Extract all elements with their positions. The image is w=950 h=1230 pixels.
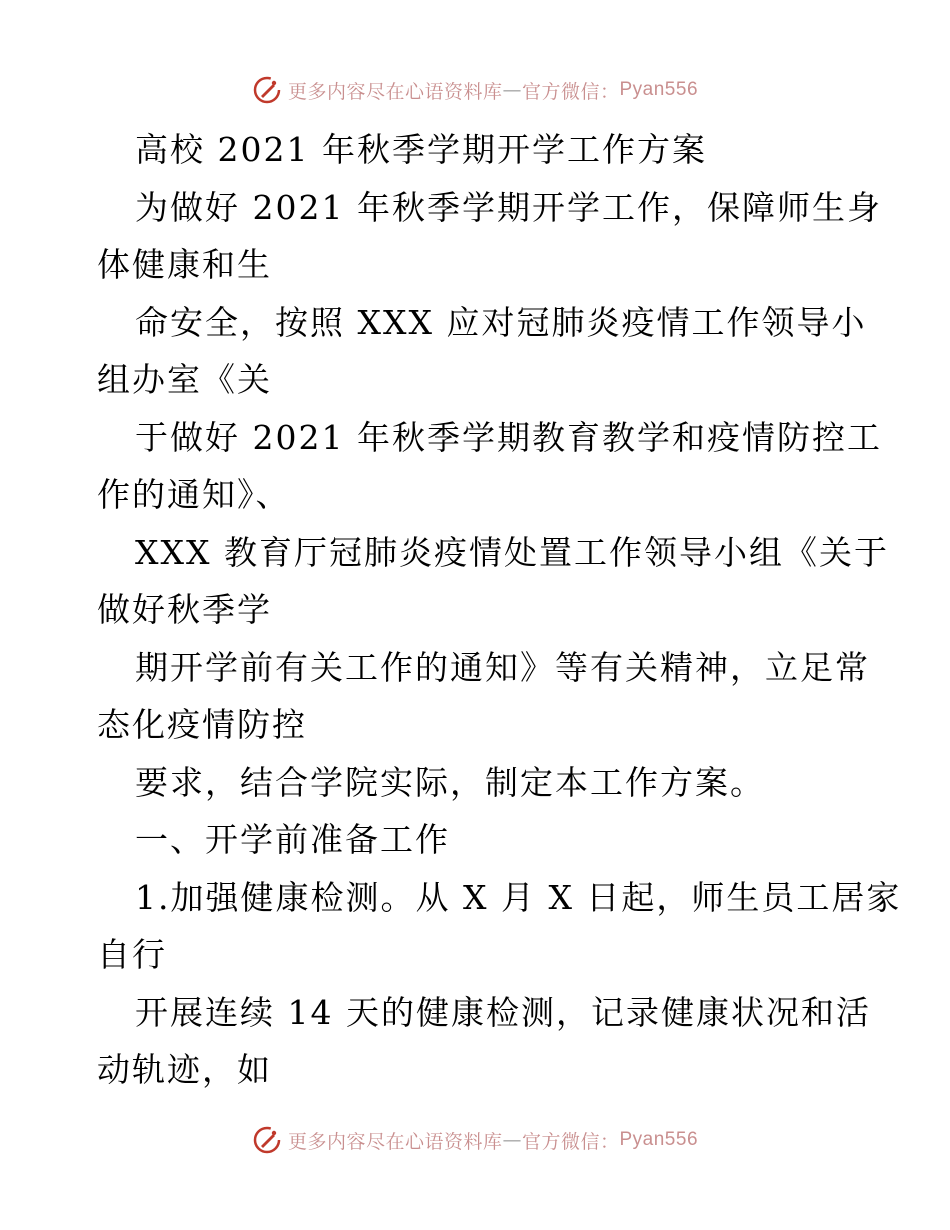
document-title: 高校 2021 年秋季学期开学工作方案 bbox=[135, 130, 707, 169]
text-line: 1.加强健康检测。从 X 月 X 日起，师生员工居家 bbox=[135, 877, 902, 917]
watermark-wechat-id: Pyan556 bbox=[619, 79, 699, 100]
brand-logo-icon bbox=[252, 1125, 282, 1155]
section-heading: 一、开学前准备工作 bbox=[135, 820, 450, 859]
watermark-wechat-label: 官方微信： bbox=[521, 1130, 620, 1153]
text-line: 作的通知》、 bbox=[97, 475, 291, 514]
text-line: 动轨迹，如 bbox=[97, 1050, 272, 1089]
text-line: 组办室《关 bbox=[97, 360, 272, 399]
text-line: 态化疫情防控 bbox=[97, 705, 307, 744]
watermark-wechat-label: 官方微信： bbox=[521, 80, 620, 103]
text-line: 期开学前有关工作的通知》等有关精神，立足常 bbox=[135, 647, 870, 687]
text-line: 为做好 2021 年秋季学期开学工作，保障师生身 bbox=[135, 187, 882, 227]
text-line: 自行 bbox=[97, 935, 167, 974]
text-line: 命安全，按照 XXX 应对冠肺炎疫情工作领导小 bbox=[135, 302, 867, 342]
text-line: 于做好 2021 年秋季学期教育教学和疫情防控工 bbox=[135, 417, 882, 457]
footer-watermark bbox=[0, 1122, 950, 1158]
watermark-wechat-id: Pyan556 bbox=[619, 1129, 699, 1150]
watermark-brand-text: 更多内容尽在心语资料库 bbox=[287, 80, 503, 103]
text-line: 体健康和生 bbox=[97, 245, 272, 284]
watermark-brand-text: 更多内容尽在心语资料库 bbox=[287, 1130, 503, 1153]
document-body bbox=[97, 121, 902, 1099]
watermark-separator: — bbox=[502, 79, 522, 101]
text-line: XXX 教育厅冠肺炎疫情处置工作领导小组《关于 bbox=[135, 532, 889, 572]
brand-logo-icon bbox=[252, 75, 282, 105]
header-watermark bbox=[0, 72, 950, 108]
text-line: 做好秋季学 bbox=[97, 590, 272, 629]
text-line: 开展连续 14 天的健康检测，记录健康状况和活 bbox=[135, 992, 871, 1032]
text-line: 要求，结合学院实际，制定本工作方案。 bbox=[135, 762, 765, 802]
watermark-separator: — bbox=[502, 1129, 522, 1151]
